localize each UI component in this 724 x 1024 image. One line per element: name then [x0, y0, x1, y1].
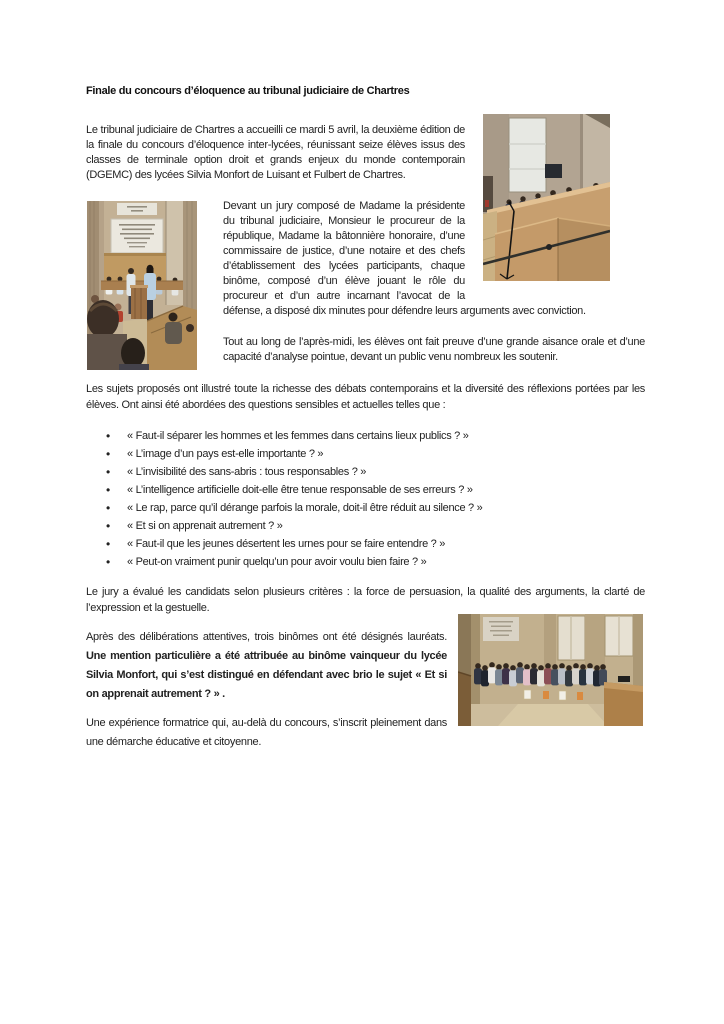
topic-item — [86, 481, 645, 499]
laureates-intro-text: Après des délibérations attentives, trois binômes ont été désignés lauréats. — [86, 631, 447, 643]
topic-item — [86, 553, 645, 571]
topic-text: « Faut-il séparer les hommes et les femmes dans certains lieux publics ? » — [127, 430, 469, 442]
paragraph-topics-intro: Les sujets proposés ont illustré toute la richesse des débats contemporains et la diversité des réflexions portées par les élèves. Ont ainsi été abordées des questions sensibles et actuelles telles que : — [86, 383, 645, 411]
photo-courtroom-audience-image — [87, 201, 197, 370]
topic-item — [86, 535, 645, 553]
topic-text: « Le rap, parce qu’il dérange parfois la morale, doit-il être réduit au silence ? » — [127, 502, 483, 514]
paragraph-afternoon: Tout au long de l’après-midi, les élèves ont fait preuve d’une grande aisance orale et d’une capacité d’analyse pointue, devant un public venu nombreux les soutenir. — [223, 336, 645, 363]
topic-text: « Faut-il que les jeunes désertent les urnes pour se faire entendre ? » — [127, 538, 446, 550]
topic-text: « L’invisibilité des sans-abris : tous responsables ? » — [127, 466, 367, 478]
topic-text: « Peut-on vraiment punir quelqu’un pour avoir voulu bien faire ? » — [127, 556, 427, 568]
topics-list — [86, 427, 645, 571]
topic-item — [86, 517, 645, 535]
paragraph-jury: Devant un jury composé de Madame la présidente du tribunal judiciaire, Monsieur le procureur de la république, Madame la bâtonnière honoraire, d’une commissaire de justice, d’une notaire et des chefs d’établissement des lycées participants, chaque binôme, composé d’un élève jouant le rôle du procureur et d’un autre incarnant l’avocat de la défense, a disposé dix minutes pour défendre leurs arguments avec conviction. — [223, 200, 586, 317]
photo-jury-bench-image — [483, 114, 610, 281]
laureates-highlight-text: Une mention particulière a été attribuée au binôme vainqueur du lycée Silvia Monfort, qui s’est distingué en défendant avec brio le sujet « Et si on apprenait autrement ? » . — [86, 650, 447, 700]
topic-text: « L’image d’un pays est-elle importante ? » — [127, 448, 324, 460]
photo-group-participants-image — [458, 614, 643, 726]
paragraph-closing: Une expérience formatrice qui, au-delà du concours, s’inscrit pleinement dans une démarche éducative et citoyenne. — [86, 717, 447, 748]
topic-item — [86, 463, 645, 481]
photo-courtroom-audience — [87, 201, 197, 370]
topic-text: « L’intelligence artificielle doit-elle être tenue responsable de ses erreurs ? » — [127, 484, 473, 496]
document-title: Finale du concours d’éloquence au tribunal judiciaire de Chartres — [86, 85, 410, 97]
topic-item — [86, 427, 645, 445]
document-body — [86, 84, 645, 768]
paragraph-intro: Le tribunal judiciaire de Chartres a accueilli ce mardi 5 avril, la deuxième édition de la finale du concours d’éloquence inter-lycées, réunissant seize élèves issus des classes de terminale option droit et grands enjeux du monde contemporain (DGEMC) des lycées Silvia Monfort de Luisant et Fulbert de Chartres. — [86, 124, 465, 181]
topic-item — [86, 445, 645, 463]
photo-jury-bench — [483, 114, 610, 281]
photo-group-participants — [458, 614, 643, 726]
topic-text: « Et si on apprenait autrement ? » — [127, 520, 283, 532]
paragraph-criteria: Le jury a évalué les candidats selon plusieurs critères : la force de persuasion, la qualité des arguments, la clarté de l’expression et la gestuelle. — [86, 586, 645, 614]
topic-item — [86, 499, 645, 517]
